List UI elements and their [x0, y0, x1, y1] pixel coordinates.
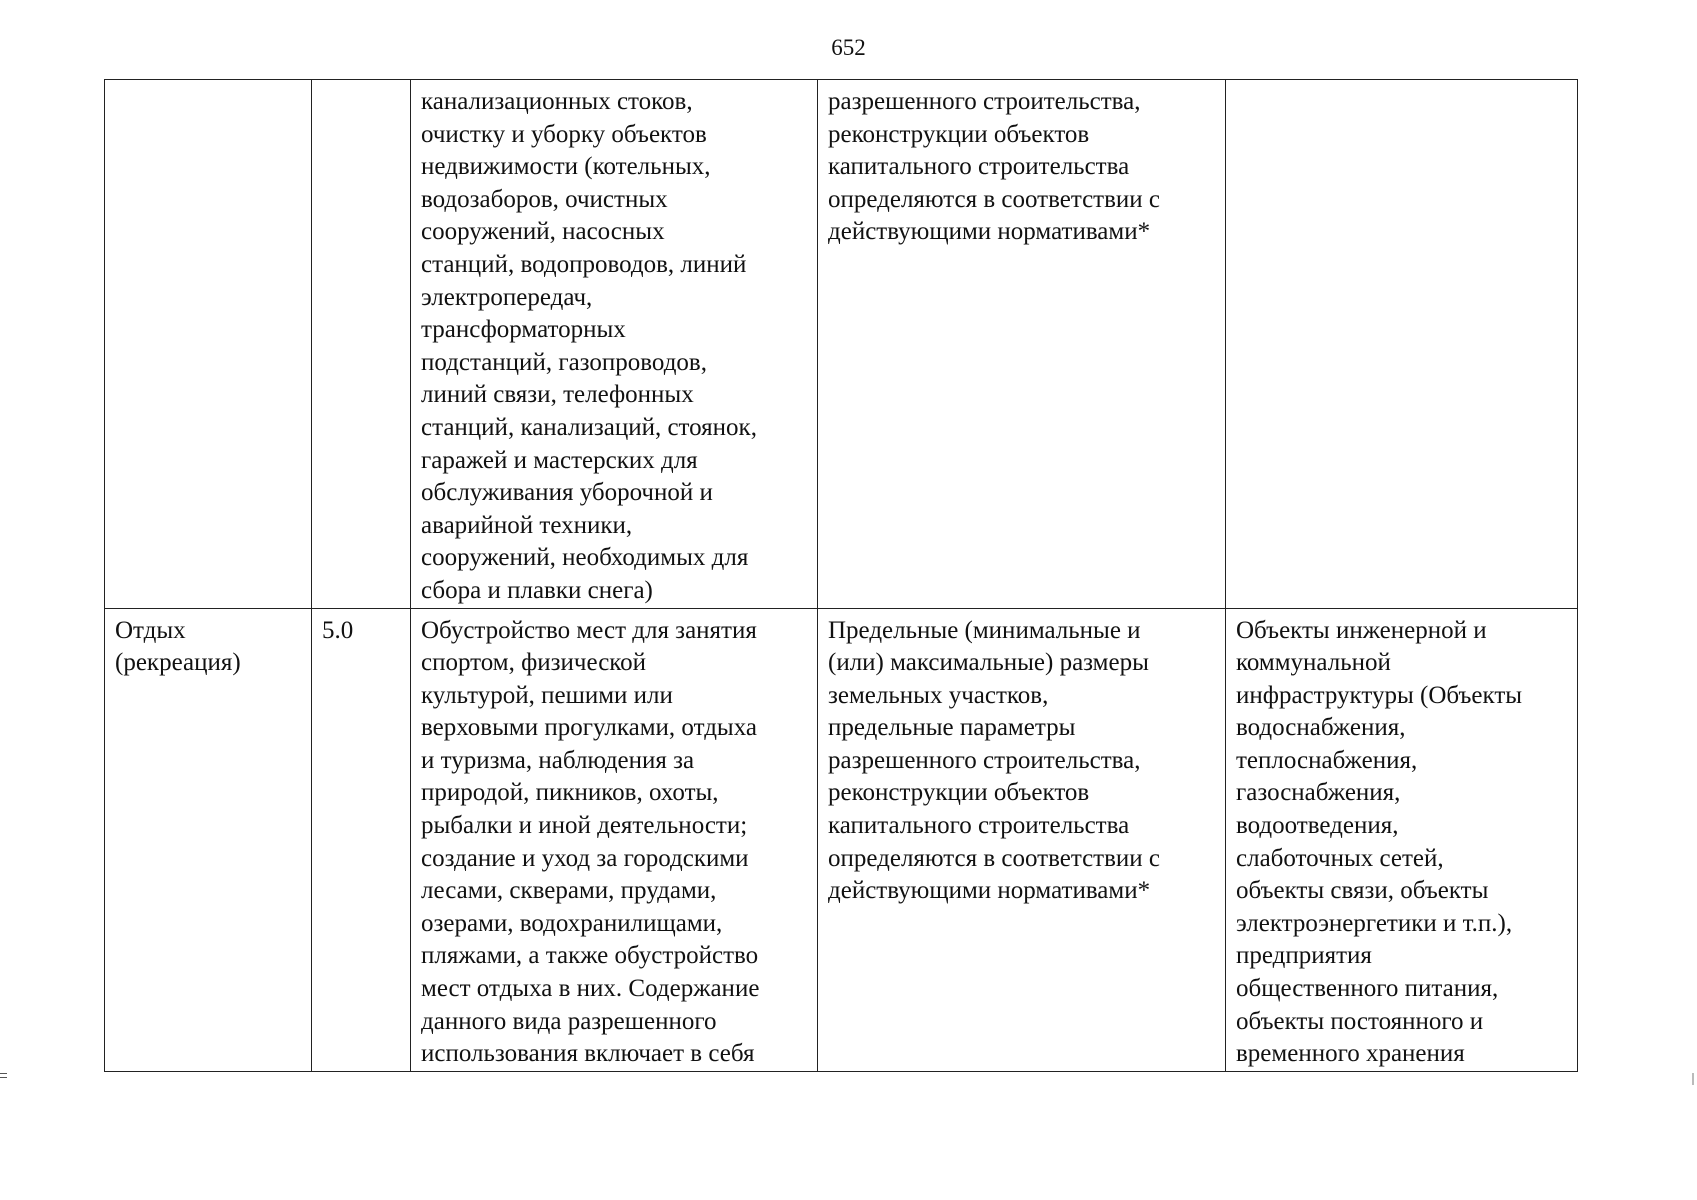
use-name-cell: [105, 80, 312, 609]
table-row: [105, 608, 1578, 1071]
parameters-cell: разрешенного строительства, реконструкции объектов капитального строительства определяются в соответствии с действующими нормативами*: [818, 80, 1226, 609]
use-description-cell: канализационных стоков, очистку и уборку объектов недвижимости (котельных, водозаборов, очистных сооружений, насосных станций, водопроводов, линий электропередач, трансформаторных подстанций, газопроводов, линий связи, телефонных станций, канализаций, стоянок, гаражей и мастерских для обслуживания уборочной и аварийной техники, сооружений, необходимых для сбора и плавки снега): [411, 80, 818, 609]
use-description-cell: Обустройство мест для занятия спортом, физической культурой, пешими или верховыми прогулками, отдыха и туризма, наблюдения за природой, пикников, охоты, рыбалки и иной деятельности; создание и уход за городскими лесами, скверами, прудами, озерами, водохранилищами, пляжами, а также обустройство мест отдыха в них. Содержание данного вида разрешенного использования включает в себя: [411, 608, 818, 1071]
land-use-table: [104, 79, 1578, 1072]
auxiliary-uses-cell: Объекты инженерной и коммунальной инфраструктуры (Объекты водоснабжения, теплоснабжения, газоснабжения, водоотведения, слаботочных сетей, объекты связи, объекты электроэнергетики и т.п.), предприятия общественного питания, объекты постоянного и временного хранения: [1226, 608, 1578, 1071]
scan-edge-mark-right: [1692, 1073, 1694, 1085]
table-row: [105, 80, 1578, 609]
use-code-cell: [312, 80, 411, 609]
auxiliary-uses-cell: [1226, 80, 1578, 609]
parameters-cell: Предельные (минимальные и (или) максимальные) размеры земельных участков, предельные параметры разрешенного строительства, реконструкции объектов капитального строительства определяются в соответствии с действующими нормативами*: [818, 608, 1226, 1071]
page-number: 652: [831, 35, 866, 60]
use-name-cell: Отдых (рекреация): [105, 608, 312, 1071]
use-code-cell: 5.0: [312, 608, 411, 1071]
scan-edge-mark: [0, 1073, 7, 1078]
